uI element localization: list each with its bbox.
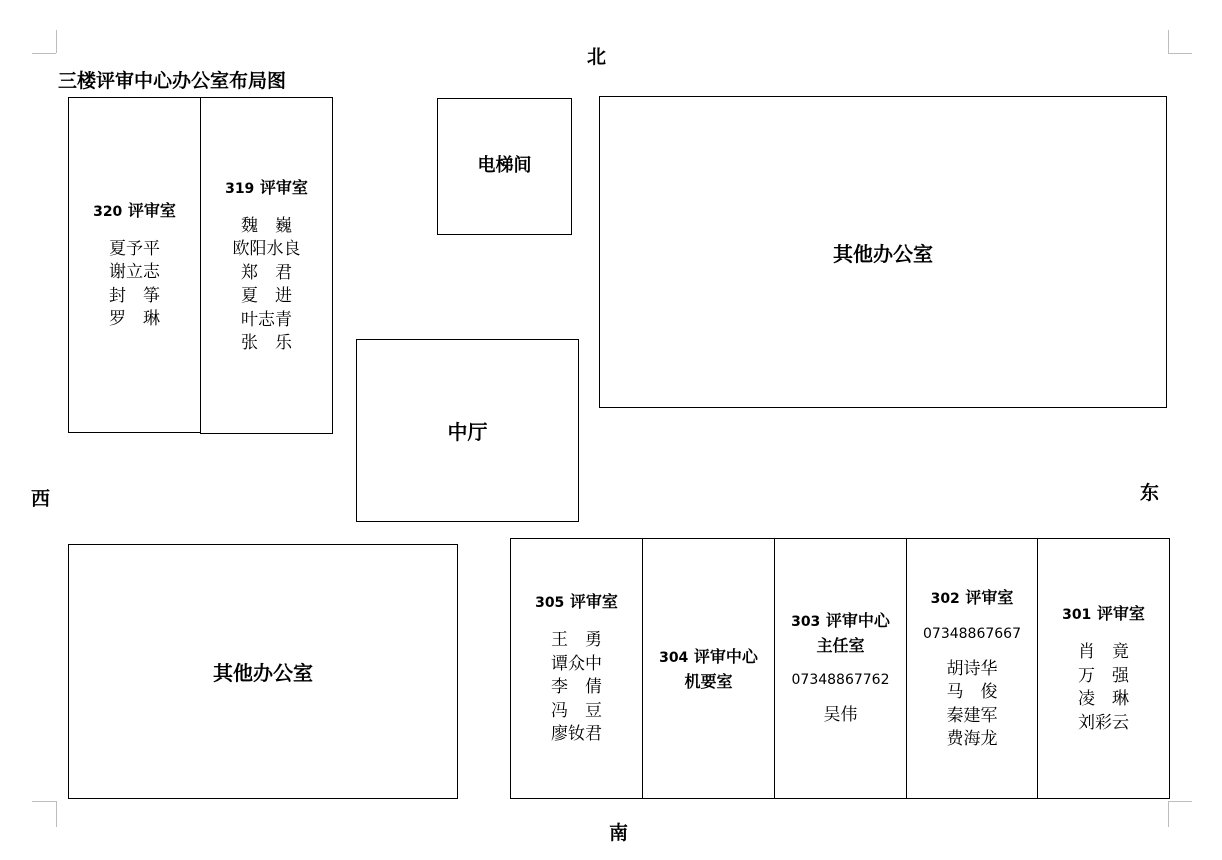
occupant: 郑 君 (241, 262, 292, 283)
direction-west: 西 (31, 488, 51, 510)
occupant: 秦建军 (946, 705, 998, 726)
central-lobby (356, 339, 579, 522)
room-319-name: 319 评审室 (225, 177, 308, 197)
room-320-name: 320 评审室 (93, 200, 176, 220)
room-320-occupants (109, 238, 160, 332)
occupant: 夏予平 (109, 238, 160, 259)
corner-mark-top-left (56, 30, 57, 53)
corner-mark-bottom-left (56, 801, 57, 827)
occupant: 冯 豆 (551, 700, 602, 721)
occupant: 万 强 (1078, 665, 1129, 686)
room-303-name-line2: 主任室 (816, 636, 865, 656)
direction-east: 东 (1140, 482, 1160, 504)
room-303-phone: 07348867762 (791, 672, 890, 689)
other-offices-label: 其他办公室 (833, 241, 933, 266)
room-302 (906, 538, 1038, 799)
page-title: 三楼评审中心办公室布局图 (58, 70, 287, 92)
direction-north: 北 (587, 46, 607, 68)
occupant: 谭众中 (551, 653, 602, 674)
corner-mark-bottom-right (1168, 801, 1192, 802)
room-301-name: 301 评审室 (1062, 604, 1145, 623)
other-offices-southwest (68, 544, 458, 799)
room-304-name-line2: 机要室 (684, 671, 733, 691)
occupant: 魏 巍 (241, 215, 292, 236)
room-305-name: 305 评审室 (535, 592, 618, 612)
direction-south: 南 (609, 822, 629, 844)
room-302-phone: 07348867667 (923, 625, 1021, 642)
corner-mark-top-right (1168, 53, 1192, 54)
occupant: 封 筝 (109, 285, 160, 306)
room-304-name: 304 评审中心 (659, 646, 758, 666)
room-304 (642, 538, 775, 799)
other-offices-label: 其他办公室 (213, 661, 313, 685)
room-301-occupants (1078, 641, 1129, 735)
room-301 (1037, 538, 1170, 799)
room-303 (774, 538, 907, 799)
other-offices-northeast (599, 96, 1167, 408)
room-302-name: 302 评审室 (930, 587, 1014, 607)
corner-mark-bottom-right (1168, 801, 1169, 827)
occupant: 谢立志 (109, 262, 160, 282)
room-319 (200, 97, 333, 434)
occupant: 凌 琳 (1078, 689, 1129, 709)
room-303-name: 303 评审中心 (791, 611, 890, 631)
occupant: 廖钕君 (551, 724, 602, 745)
occupant: 吴伟 (823, 705, 858, 726)
room-305 (510, 538, 643, 799)
lobby-label: 中厅 (447, 420, 488, 444)
room-305-occupants (551, 629, 602, 747)
elevator-room (437, 98, 572, 235)
room-320 (68, 97, 201, 433)
occupant: 费海龙 (946, 729, 998, 749)
occupant: 欧阳水良 (232, 239, 301, 259)
occupant: 马 俊 (946, 682, 998, 702)
occupant: 叶志青 (241, 309, 292, 330)
occupant: 刘彩云 (1078, 712, 1129, 733)
occupant: 胡诗华 (946, 658, 998, 679)
corner-mark-bottom-left (32, 801, 56, 802)
occupant: 王 勇 (551, 630, 602, 651)
occupant: 肖 竟 (1078, 642, 1129, 662)
occupant: 李 倩 (551, 677, 602, 698)
occupant: 罗 琳 (109, 309, 160, 329)
room-319-occupants (233, 215, 301, 356)
occupant: 夏 进 (241, 286, 292, 306)
occupant: 张 乐 (241, 333, 292, 353)
elevator-label: 电梯间 (477, 155, 532, 176)
corner-mark-top-left (32, 53, 56, 54)
corner-mark-top-right (1168, 30, 1169, 53)
